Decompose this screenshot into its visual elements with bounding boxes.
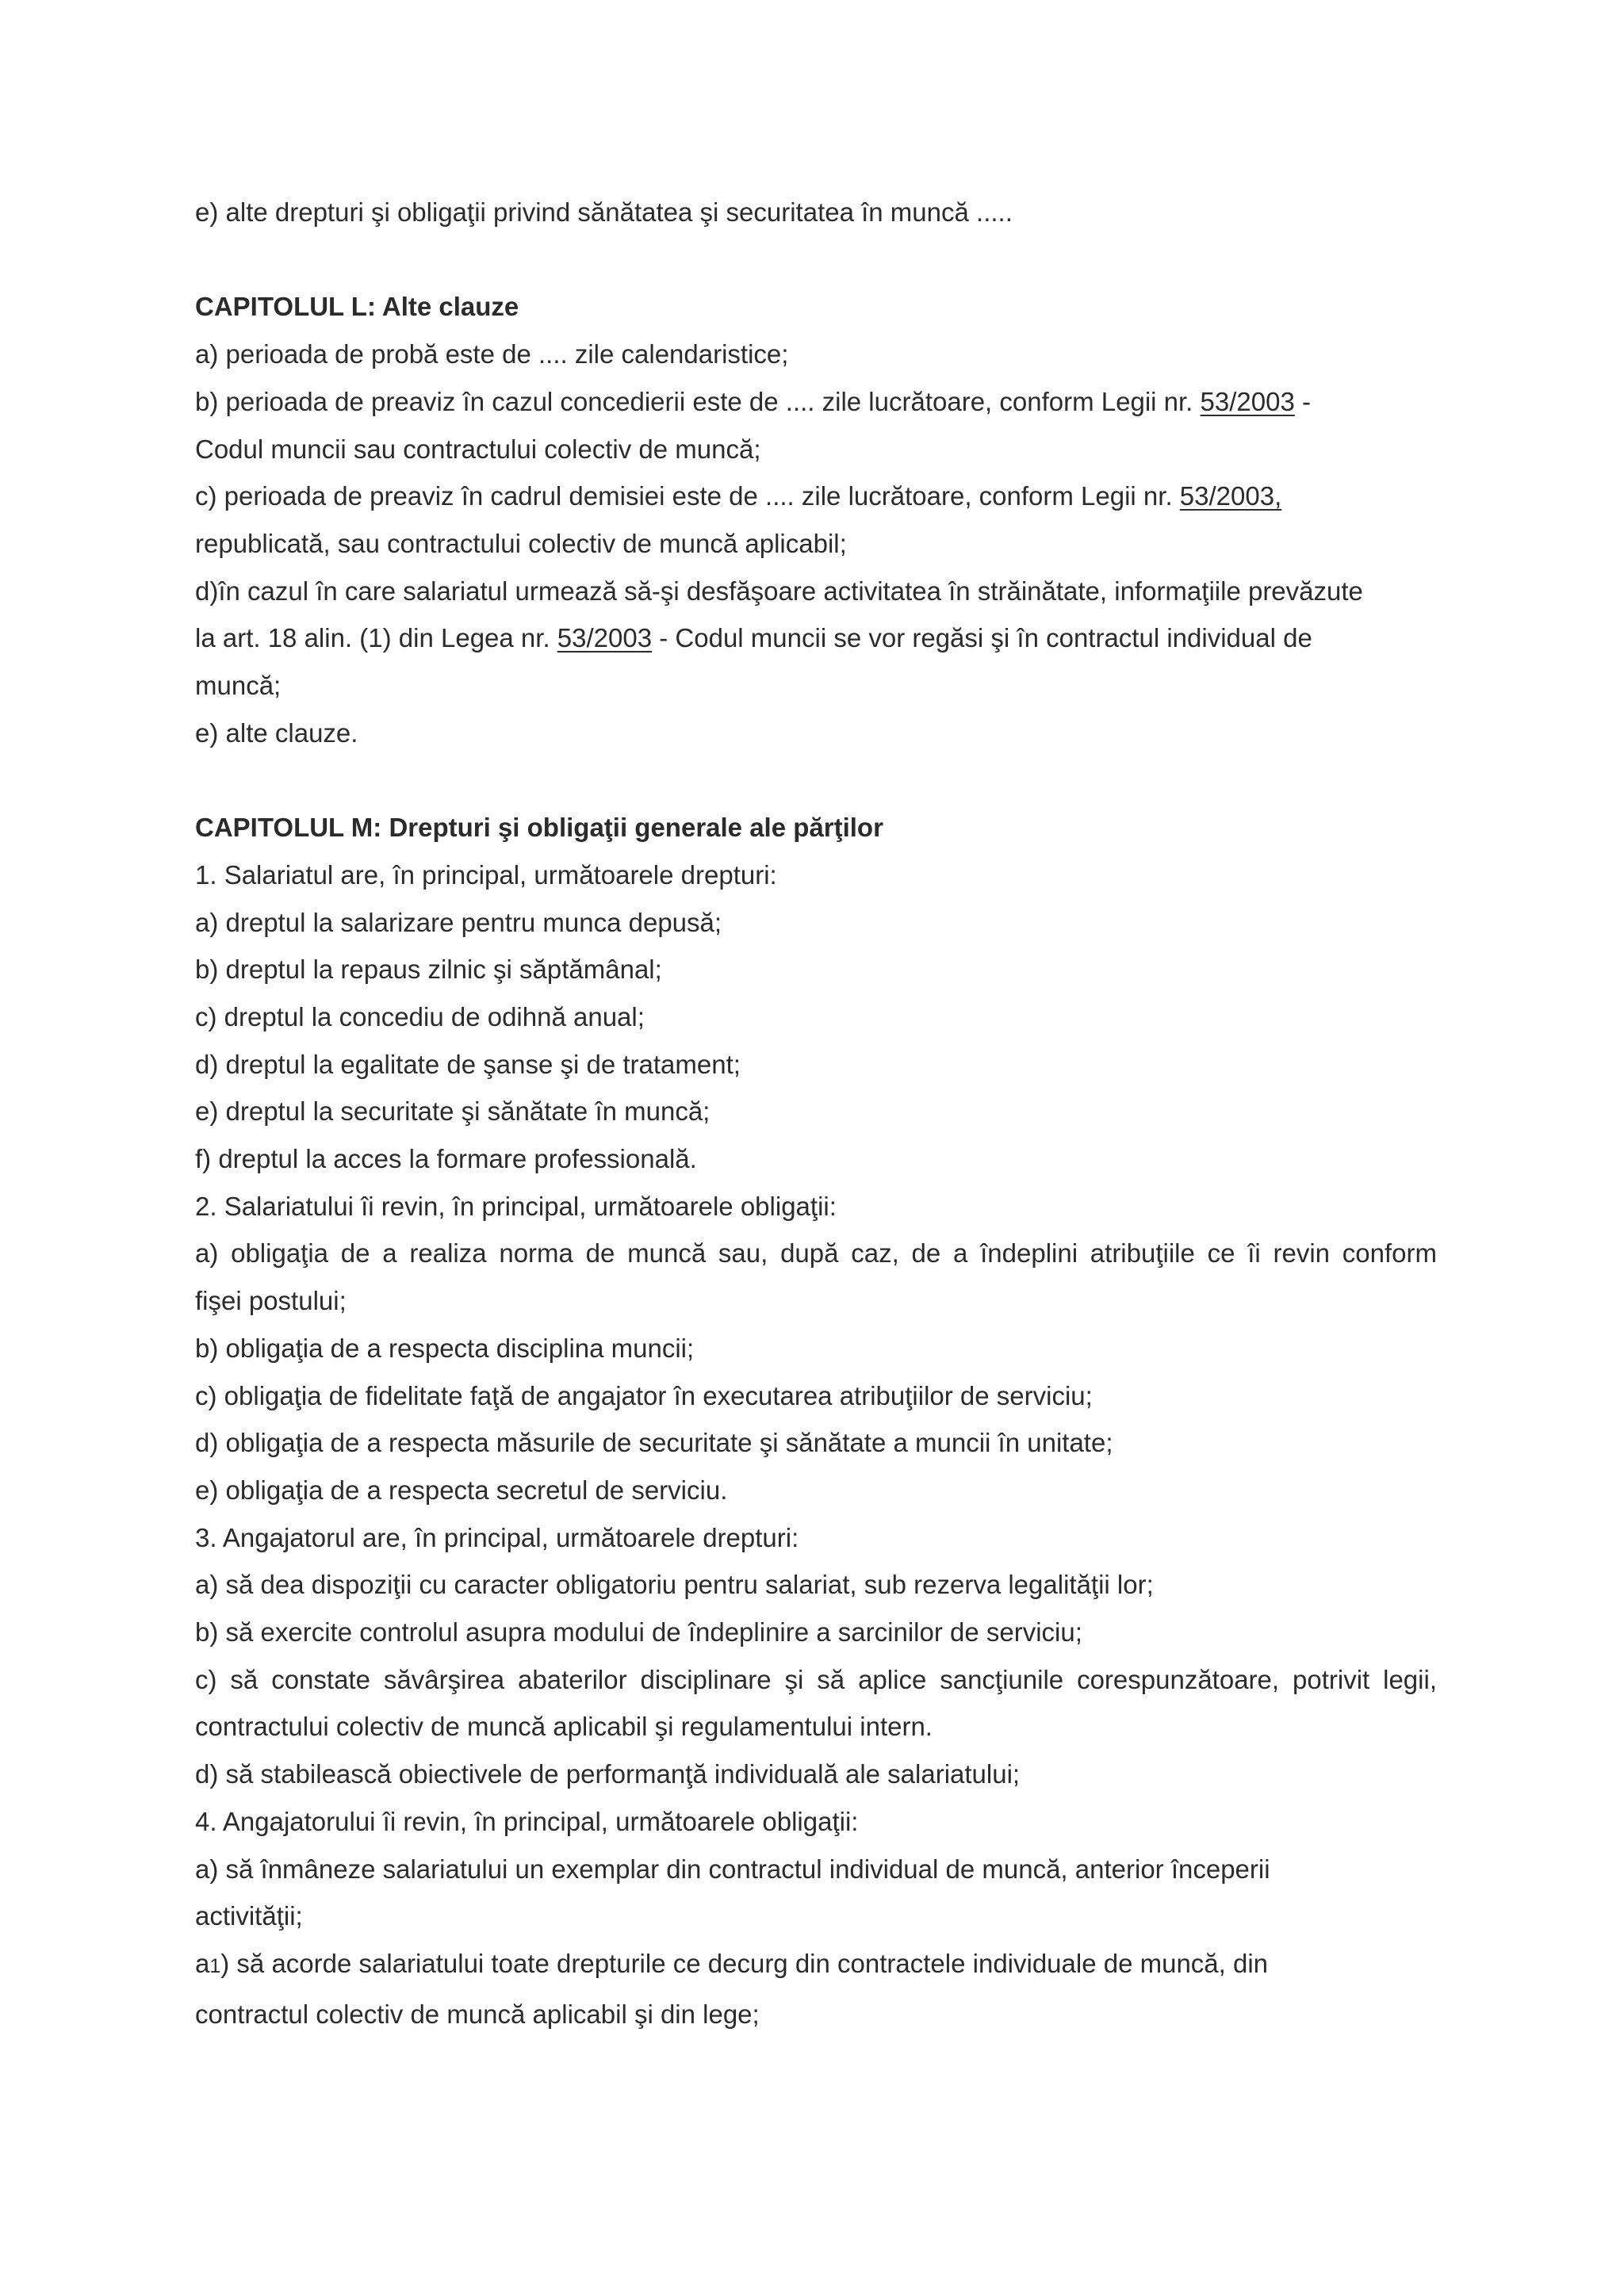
chapter-l-heading: CAPITOLUL L: Alte clauze <box>195 292 519 322</box>
item-letter: a <box>195 1948 210 1978</box>
clause-b-dash: - <box>1294 386 1311 416</box>
list-item: e) obligaţia de a respecta secretul de serviciu. <box>195 1475 728 1505</box>
clause-b-text: b) perioada de preaviz în cazul concedierii este de .... zile lucrătoare, conform Legii nr. <box>195 386 1201 416</box>
section-3-title: 3. Angajatorul are, în principal, următoarele drepturi: <box>195 1522 799 1552</box>
law-link[interactable]: 53/2003, <box>1179 481 1282 511</box>
clause-d-continuation: muncă; <box>195 671 282 701</box>
section-1-title: 1. Salariatul are, în principal, următoarele drepturi: <box>195 859 777 890</box>
chapter-m-heading: CAPITOLUL M: Drepturi şi obligaţii generale ale părţilor <box>195 813 883 843</box>
list-item: a) obligaţia de a realiza norma de muncă sau, după caz, de a îndeplini atribuţiile ce îi revin conform <box>195 1238 1437 1269</box>
law-link[interactable]: 53/2003 <box>1200 386 1295 416</box>
list-item: d) dreptul la egalitate de şanse şi de tratament; <box>195 1049 741 1079</box>
clause-d-continuation <box>195 614 1437 662</box>
law-link[interactable]: 53/2003 <box>557 623 653 653</box>
list-item: a) să înmâneze salariatului un exemplar din contractul individual de muncă, anterior începerii <box>195 1854 1270 1884</box>
clause-d: d)în cazul în care salariatul urmează să-şi desfăşoare activitatea în străinătate, informaţiile prevăzute <box>195 576 1363 606</box>
paragraph: e) alte drepturi şi obligaţii privind sănătatea şi securitatea în muncă ..... <box>195 197 1013 227</box>
list-item: d) să stabilească obiectivele de performanţă individuală ale salariatului; <box>195 1759 1021 1789</box>
list-item: b) dreptul la repaus zilnic şi săptămânal; <box>195 955 662 985</box>
list-item: c) obligaţia de fidelitate faţă de angajator în executarea atribuţiilor de serviciu; <box>195 1380 1093 1410</box>
list-item: e) dreptul la securitate şi sănătate în muncă; <box>195 1096 710 1127</box>
list-item: c) să constate săvârşirea abaterilor disciplinare şi să aplice sancţiunile corespunzătoare, potrivit legii, <box>195 1664 1437 1694</box>
item-text: ) să acorde salariatului toate drepturile ce decurg din contractele individuale de muncă, din <box>220 1948 1269 1978</box>
list-item-continuation: contractului colectiv de muncă aplicabil şi regulamentului intern. <box>195 1712 933 1742</box>
list-item: a) să dea dispoziţii cu caracter obligatoriu pentru salariat, sub rezerva legalităţii lor; <box>195 1570 1154 1600</box>
document-body <box>195 189 1437 2038</box>
blank-line <box>195 756 1437 804</box>
clause-b <box>195 378 1437 426</box>
clause-c-continuation: republicată, sau contractului colectiv de muncă aplicabil; <box>195 528 847 558</box>
list-item: d) obligaţia de a respecta măsurile de securitate şi sănătate a muncii în unitate; <box>195 1428 1113 1458</box>
list-item: b) să exercite controlul asupra modului de îndeplinire a sarcinilor de serviciu; <box>195 1617 1082 1647</box>
clause-a: a) perioada de probă este de .... zile calendaristice; <box>195 339 789 369</box>
item-subscript: 1 <box>209 1954 221 1977</box>
section-2-title: 2. Salariatului îi revin, în principal, următoarele obligaţii: <box>195 1191 837 1221</box>
list-item-continuation: activităţii; <box>195 1901 303 1931</box>
clause-d-text-end: - Codul muncii se vor regăsi şi în contractul individual de <box>652 623 1312 653</box>
list-item-continuation: fişei postului; <box>195 1286 347 1316</box>
blank-line <box>195 236 1437 284</box>
clause-e: e) alte clauze. <box>195 718 358 748</box>
clause-c <box>195 473 1437 520</box>
list-item: a) dreptul la salarizare pentru munca depusă; <box>195 907 722 937</box>
section-4-title: 4. Angajatorului îi revin, în principal, următoarele obligaţii: <box>195 1806 859 1836</box>
list-item <box>195 1940 1437 1991</box>
list-item: f) dreptul la acces la formare professională. <box>195 1144 697 1174</box>
list-item-continuation: contractul colectiv de muncă aplicabil şi din lege; <box>195 1999 760 2029</box>
list-item: b) obligaţia de a respecta disciplina muncii; <box>195 1333 695 1363</box>
clause-d-text: la art. 18 alin. (1) din Legea nr. <box>195 623 557 653</box>
clause-b-continuation: Codul muncii sau contractului colectiv de muncă; <box>195 434 761 464</box>
list-item: c) dreptul la concediu de odihnă anual; <box>195 1001 645 1031</box>
clause-c-text: c) perioada de preaviz în cadrul demisiei este de .... zile lucrătoare, conform Legii nr. <box>195 481 1180 511</box>
